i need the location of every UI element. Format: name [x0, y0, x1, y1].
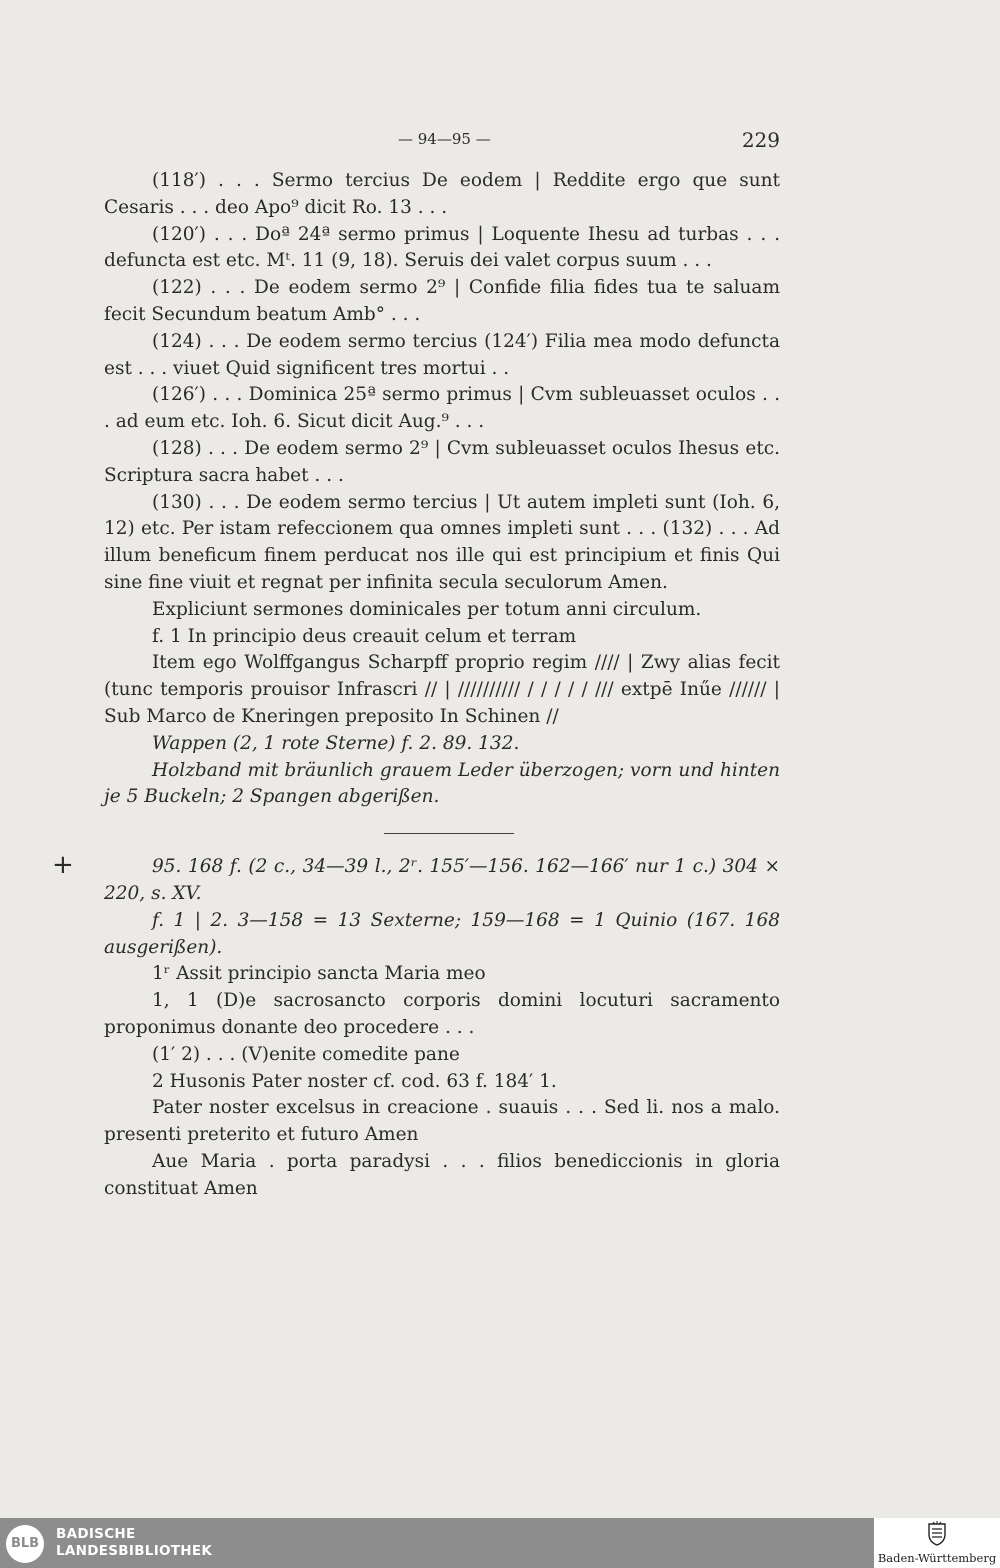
library-name-line2: LANDESBIBLIOTHEK — [56, 1543, 213, 1559]
paragraph: Aue Maria . porta paradysi . . . filios benediccionis in gloria constituat Amen — [104, 1150, 780, 1199]
binding-note: Holzband mit bräunlich grauem Leder überzogen; vorn und hinten je 5 Buckeln; 2 Spangen abgerißen. — [104, 759, 780, 808]
paragraph: Pater noster excelsus in creacione . suauis . . . Sed li. nos a malo. presenti preterito et futuro Amen — [104, 1097, 780, 1146]
paragraph: (118′) . . . Sermo tercius De eodem | Reddite ergo que sunt Cesaris . . . deo Apo⁹ dicit Ro. 13 . . . — [104, 170, 780, 218]
entry-range: — 94—95 — — [398, 130, 491, 148]
paragraph: (122) . . . De eodem sermo 2⁹ | Confide filia fides tua te saluam fecit Secundum beatum Amb° . . . — [104, 277, 780, 325]
catalog-text — [104, 168, 780, 1202]
paragraph: (1′ 2) . . . (V)enite comedite pane — [152, 1043, 460, 1065]
entry-heading: 95. 168 f. (2 c., 34—39 l., 2ʳ. 155′—156. 162—166′ nur 1 c.) 304 × 220, s. XV. — [104, 856, 780, 904]
paragraph: 1ʳ Assit principio sancta Maria meo — [152, 963, 486, 985]
paragraph: Item ego Wolffgangus Scharpff proprio regim //// | Zwy alias fecit (tunc temporis prouisor Infrascri // | ////////// / / / / / /// extpē Inűe ////// | Sub Marco de Kneringen preposito In Schinen // — [104, 652, 780, 727]
paragraph: (120′) . . . Doª 24ª sermo primus | Loquente Ihesu ad turbas . . . defuncta est etc. Mᵗ. 11 (9, 18). Seruis dei valet corpus suum . . . — [104, 223, 780, 272]
paragraph: (124) . . . De eodem sermo tercius (124′) Filia mea modo defuncta est . . . viuet Quid significent tres mortui . . — [104, 330, 780, 379]
paragraph: (130) . . . De eodem sermo tercius | Ut autem impleti sunt (Ioh. 6, 12) etc. Per istam refeccionem qua omnes impleti sunt . . . (132) . . . Ad illum beneficum finem perducat nos ille qui est principium et finis Qui sine fine viuit et regnat per infinita secula seculorum Amen. — [104, 491, 780, 593]
paragraph: (128) . . . De eodem sermo 2⁹ | Cvm subleuasset oculos Ihesus etc. Scriptura sacra habet . . . — [104, 437, 780, 486]
blb-logo: BLB — [6, 1525, 44, 1563]
coat-of-arms-icon — [926, 1521, 948, 1547]
entry-collation: f. 1 | 2. 3—158 = 13 Sexterne; 159—168 = 1 Quinio (167. 168 ausgerißen). — [104, 909, 780, 958]
state-badge — [874, 1518, 1000, 1568]
footer-bar — [0, 1518, 1000, 1568]
paragraph: (126′) . . . Dominica 25ª sermo primus | Cvm subleuasset oculos . . . ad eum etc. Ioh. 6. Sicut dicit Aug.⁹ . . . — [104, 384, 780, 433]
coat-of-arms-note: Wappen (2, 1 rote Sterne) f. 2. 89. 132. — [152, 732, 520, 754]
library-name — [56, 1526, 212, 1560]
state-name: Baden-Württemberg — [877, 1551, 997, 1565]
paragraph: f. 1 In principio deus creauit celum et terram — [152, 625, 577, 647]
paragraph: Expliciunt sermones dominicales per totum anni circulum. — [152, 598, 702, 620]
paragraph: 2 Husonis Pater noster cf. cod. 63 f. 184′ 1. — [152, 1070, 557, 1092]
section-divider — [384, 833, 514, 834]
margin-cross-mark: + — [52, 850, 74, 880]
page-number: 229 — [741, 128, 780, 152]
paragraph: 1, 1 (D)e sacrosancto corporis domini locuturi sacramento proponimus donante deo procedere . . . — [104, 990, 780, 1038]
library-name-line1: BADISCHE — [56, 1526, 136, 1542]
page-header — [100, 128, 780, 158]
